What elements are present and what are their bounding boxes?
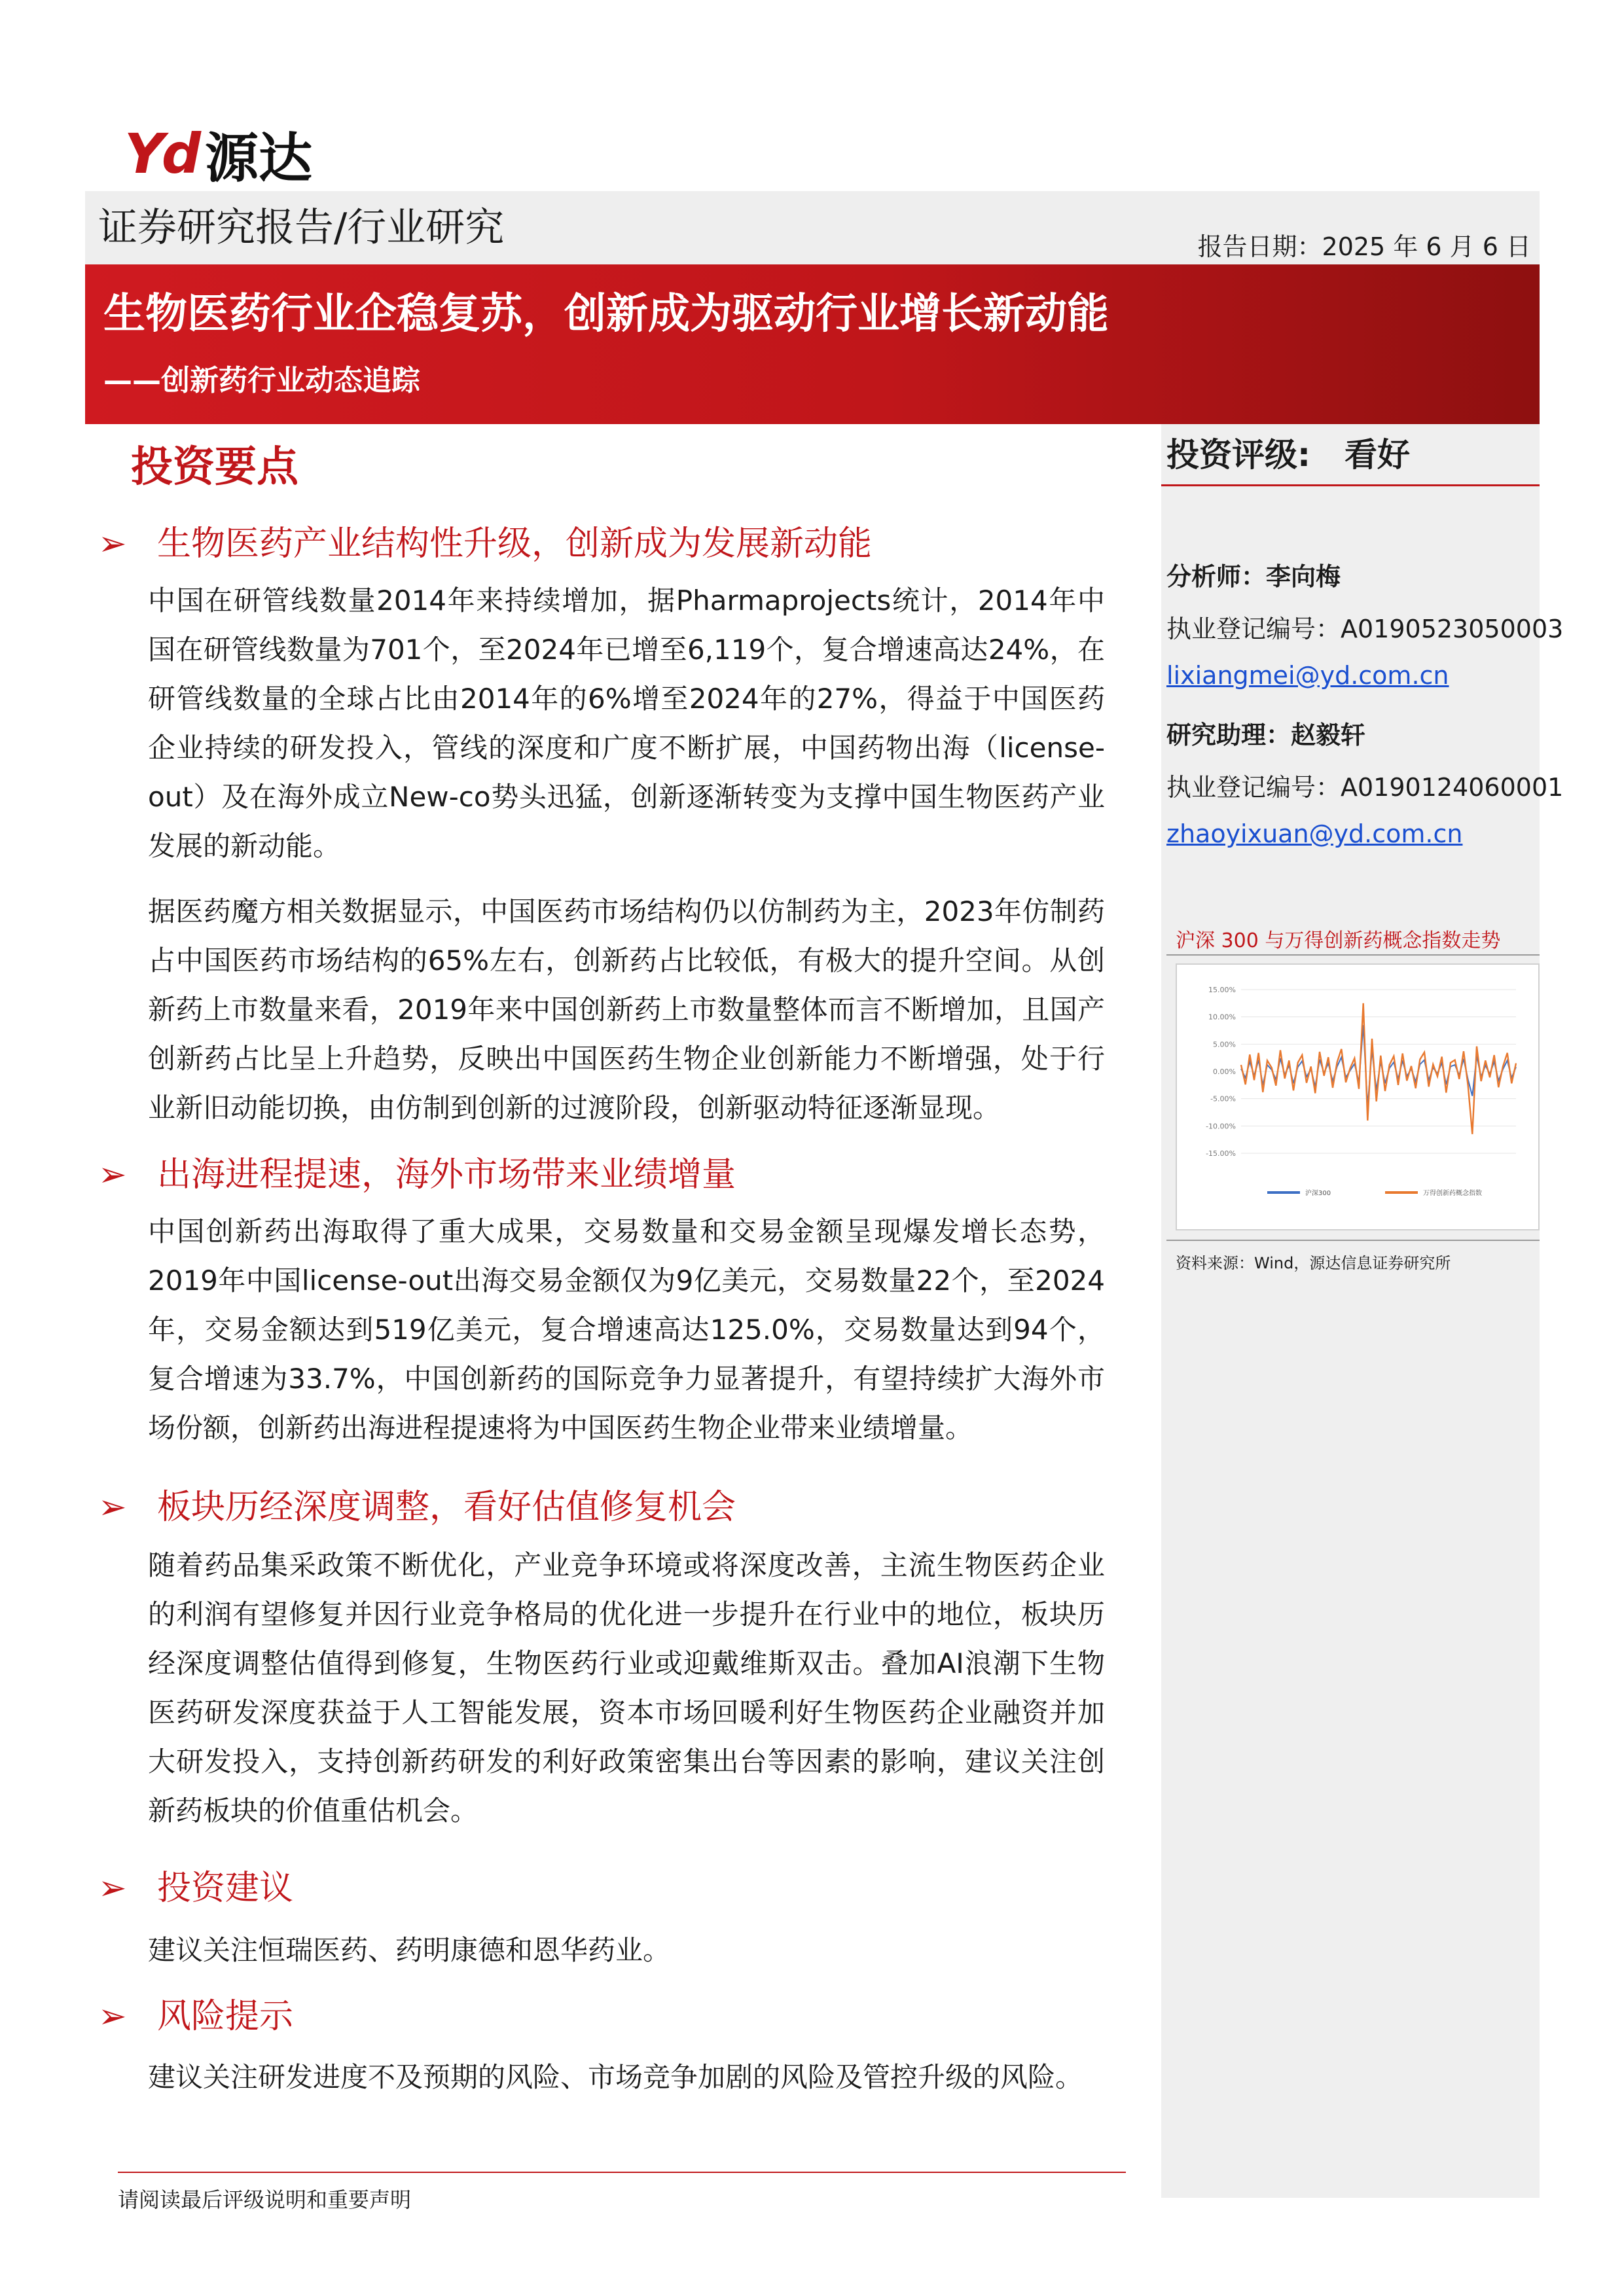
y-tick-label: 10.00% <box>1208 1013 1236 1022</box>
assistant-email-link[interactable]: zhaoyixuan@yd.com.cn <box>1166 819 1463 848</box>
logo-mark: Yd <box>124 122 198 186</box>
legend-label-1: 沪深300 <box>1305 1190 1331 1197</box>
footer-divider <box>118 2172 1126 2173</box>
section-heading-3: ➢ 板块历经深度调整，看好估值修复机会 <box>98 1488 736 1527</box>
investment-rating <box>1166 429 1410 476</box>
analyst-name: 分析师：李向梅 <box>1166 562 1341 591</box>
y-tick-label: 15.00% <box>1208 986 1236 994</box>
report-type: 证券研究报告/行业研究 <box>98 205 505 251</box>
section-1-paragraph-2: 据医药魔方相关数据显示，中国医药市场结构仍以仿制药为主，2023年仿制药占中国医药市场结构的65%左右，创新药占比较低，有极大的提升空间。从创新药上市数量来看，2019年来中国创新药上市数量整体而言不断增加，且国产创新药占比呈上升趋势，反映出中国医药生物企业创新能力不断增强，处于行业新旧动能切换，由仿制到创新的过渡阶段，创新驱动特征逐渐显现。 <box>148 895 1105 1124</box>
section-heading-5: ➢ 风险提示 <box>98 1997 294 2036</box>
section-heading-4: ➢ 投资建议 <box>98 1869 294 1908</box>
chart-source: 资料来源：Wind，源达信息证券研究所 <box>1176 1254 1451 1272</box>
index-trend-chart <box>1176 963 1540 1230</box>
section-heading-2: ➢ 出海进程提速，海外市场带来业绩增量 <box>98 1155 736 1194</box>
chart-bottom-rule <box>1166 1240 1540 1241</box>
section-3-paragraph-1: 随着药品集采政策不断优化，产业竞争环境或将深度改善，主流生物医药企业的利润有望修复并因行业竞争格局的优化进一步提升在行业中的地位，板块历经深度调整估值得到修复，生物医药行业或迎戴维斯双击。叠加AI浪潮下生物医药研发深度获益于人工智能发展，资本市场回暖利好生物医药企业融资并加大研发投入，支持创新药研发的利好政策密集出台等因素的影响，建议关注创新药板块的价值重估机会。 <box>148 1549 1105 1827</box>
company-logo <box>124 122 312 190</box>
footer-disclaimer: 请阅读最后评级说明和重要声明 <box>118 2187 412 2212</box>
section-1-paragraph-1: 中国在研管线数量2014年来持续增加，据Pharmaprojects统计，2014年中国在研管线数量为701个，至2024年已增至6,119个，复合增速高达24%，在研管线数量的全球占比由2014年的6%增至2024年的27%，得益于中国医药企业持续的研发投入，管线的深度和广度不断扩展，中国药物出海（license-out）及在海外成立New-co势头迅猛，创新逐渐转变为支撑中国生物医药产业发展的新动能。 <box>148 584 1105 862</box>
assistant-registration: 执业登记编号：A0190124060001 <box>1166 773 1564 802</box>
y-tick-label: 5.00% <box>1213 1040 1236 1049</box>
report-date: 报告日期：2025 年 6 月 6 日 <box>1197 232 1531 261</box>
report-title: 生物医药行业企稳复苏，创新成为驱动行业增长新动能 <box>103 290 1109 338</box>
y-tick-label: -5.00% <box>1210 1094 1236 1103</box>
y-tick-label: -15.00% <box>1206 1149 1236 1158</box>
rating-divider <box>1161 484 1540 486</box>
logo-text: 源达 <box>204 127 312 190</box>
section-heading-1: ➢ 生物医药产业结构性升级，创新成为发展新动能 <box>98 524 873 564</box>
analyst-registration: 执业登记编号：A0190523050003 <box>1166 615 1564 643</box>
arrow-bullet-icon: ➢ <box>98 524 127 564</box>
arrow-bullet-icon: ➢ <box>98 1997 127 2036</box>
section-2-paragraph-1: 中国创新药出海取得了重大成果，交易数量和交易金额呈现爆发增长态势，2019年中国license-out出海交易金额仅为9亿美元，交易数量22个，至2024年，交易金额达到519亿美元，复合增速高达125.0%，交易数量达到94个，复合增速为33.7%，中国创新药的国际竞争力显著提升，有望持续扩大海外市场份额，创新药出海进程提速将为中国医药生物企业带来业绩增量。 <box>148 1215 1105 1444</box>
analyst-email-link[interactable]: lixiangmei@yd.com.cn <box>1166 661 1449 690</box>
y-tick-label: -10.00% <box>1206 1122 1236 1131</box>
section-5-paragraph-1: 建议关注研发进度不及预期的风险、市场竞争加剧的风险及管控升级的风险。 <box>148 2061 1083 2093</box>
arrow-bullet-icon: ➢ <box>98 1155 127 1194</box>
legend-label-2: 万得创新药概念指数 <box>1423 1190 1482 1197</box>
chart-title: 沪深 300 与万得创新药概念指数走势 <box>1176 929 1501 952</box>
sidebar <box>1161 424 1540 2198</box>
arrow-bullet-icon: ➢ <box>98 1488 127 1527</box>
y-tick-label: 0.00% <box>1213 1067 1236 1076</box>
arrow-bullet-icon: ➢ <box>98 1869 127 1908</box>
section-4-paragraph-1: 建议关注恒瑞医药、药明康德和恩华药业。 <box>148 1934 671 1966</box>
key-points-title: 投资要点 <box>131 443 298 492</box>
rating-value: 看好 <box>1344 436 1410 474</box>
report-subtitle: ——创新药行业动态追踪 <box>103 364 420 397</box>
rating-label: 投资评级: <box>1166 436 1310 474</box>
assistant-name: 研究助理：赵毅轩 <box>1166 721 1366 749</box>
chart-top-rule <box>1166 954 1540 956</box>
